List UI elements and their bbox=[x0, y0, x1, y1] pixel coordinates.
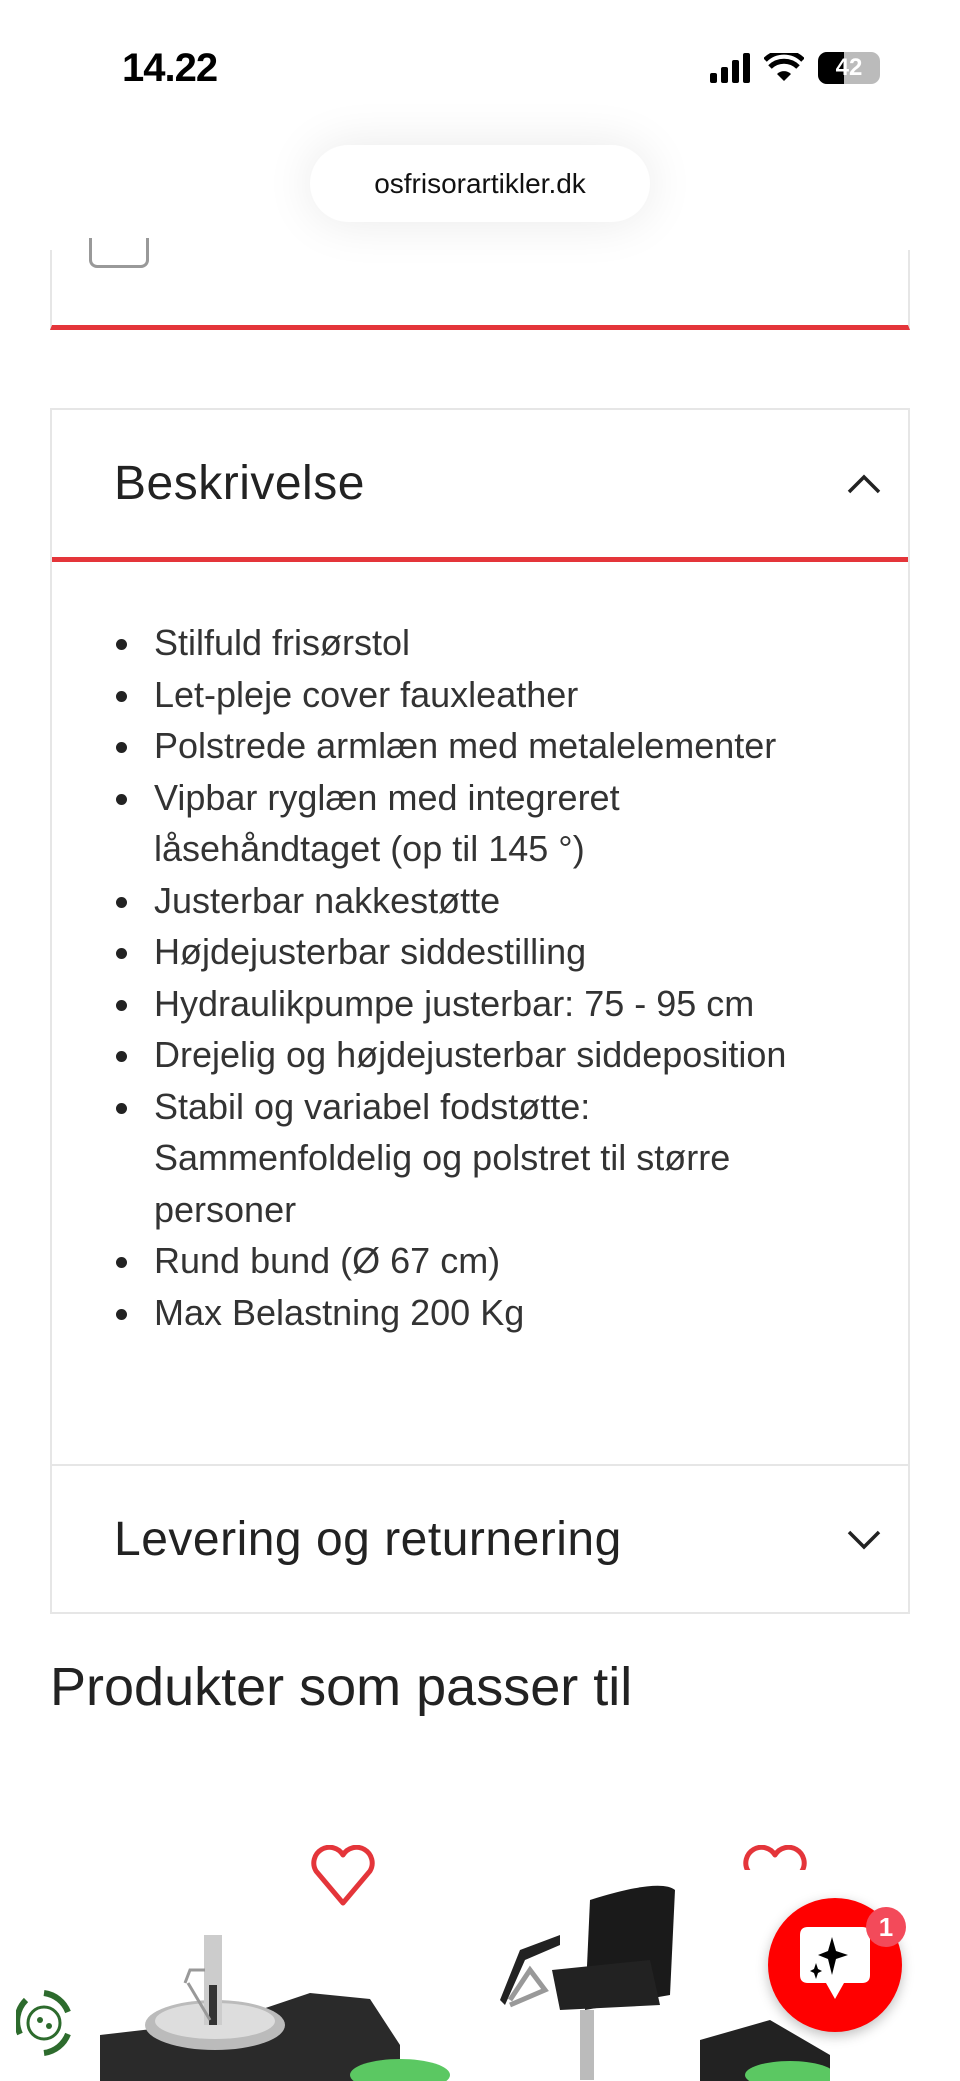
accordion-delivery bbox=[52, 1464, 908, 1612]
accordion-title: Levering og returnering bbox=[114, 1512, 622, 1566]
list-item: Stabil og variabel fodstøtte: Sammenfoldelig og polstret til større personer bbox=[154, 1081, 908, 1236]
accordion-delivery-header[interactable] bbox=[52, 1466, 908, 1612]
list-item: Justerbar nakkestøtte bbox=[154, 875, 908, 927]
status-time: 14.22 bbox=[122, 46, 218, 90]
accordion bbox=[50, 408, 910, 1614]
battery-icon bbox=[818, 52, 880, 84]
recycle-badge-icon[interactable] bbox=[16, 1990, 72, 2056]
list-item: Drejelig og højdejusterbar siddeposition bbox=[154, 1029, 908, 1081]
description-list bbox=[52, 562, 908, 1338]
battery-level: 42 bbox=[835, 54, 863, 81]
related-products-title: Produkter som passer til bbox=[50, 1657, 633, 1717]
list-item: Vipbar ryglæn med integreret låsehåndtaget (op til 145 °) bbox=[154, 772, 908, 875]
status-icons bbox=[710, 52, 880, 84]
list-item: Højdejusterbar siddestilling bbox=[154, 926, 908, 978]
list-item: Max Belastning 200 Kg bbox=[154, 1287, 908, 1339]
list-item: Hydraulikpumpe justerbar: 75 - 95 cm bbox=[154, 978, 908, 1030]
wishlist-heart-icon[interactable] bbox=[310, 1845, 376, 1907]
chat-badge: 1 bbox=[866, 1907, 906, 1947]
list-item: Rund bund (Ø 67 cm) bbox=[154, 1235, 908, 1287]
accordion-title: Beskrivelse bbox=[114, 457, 365, 510]
list-item: Polstrede armlæn med metalelementer bbox=[154, 720, 908, 772]
wifi-icon bbox=[764, 53, 804, 83]
url-text: osfrisorartikler.dk bbox=[374, 167, 586, 199]
list-item: Let-pleje cover fauxleather bbox=[154, 669, 908, 721]
checkbox[interactable] bbox=[89, 238, 149, 268]
chat-sparkle-icon bbox=[798, 1923, 872, 2007]
signal-icon bbox=[710, 53, 750, 83]
list-item: Stilfuld frisørstol bbox=[154, 617, 908, 669]
chevron-down-icon bbox=[846, 1528, 882, 1550]
chevron-up-icon bbox=[846, 473, 882, 495]
url-bar[interactable] bbox=[310, 145, 650, 222]
product-image[interactable] bbox=[100, 1925, 460, 2081]
previous-section bbox=[50, 250, 910, 330]
accordion-description-header[interactable] bbox=[52, 410, 908, 562]
